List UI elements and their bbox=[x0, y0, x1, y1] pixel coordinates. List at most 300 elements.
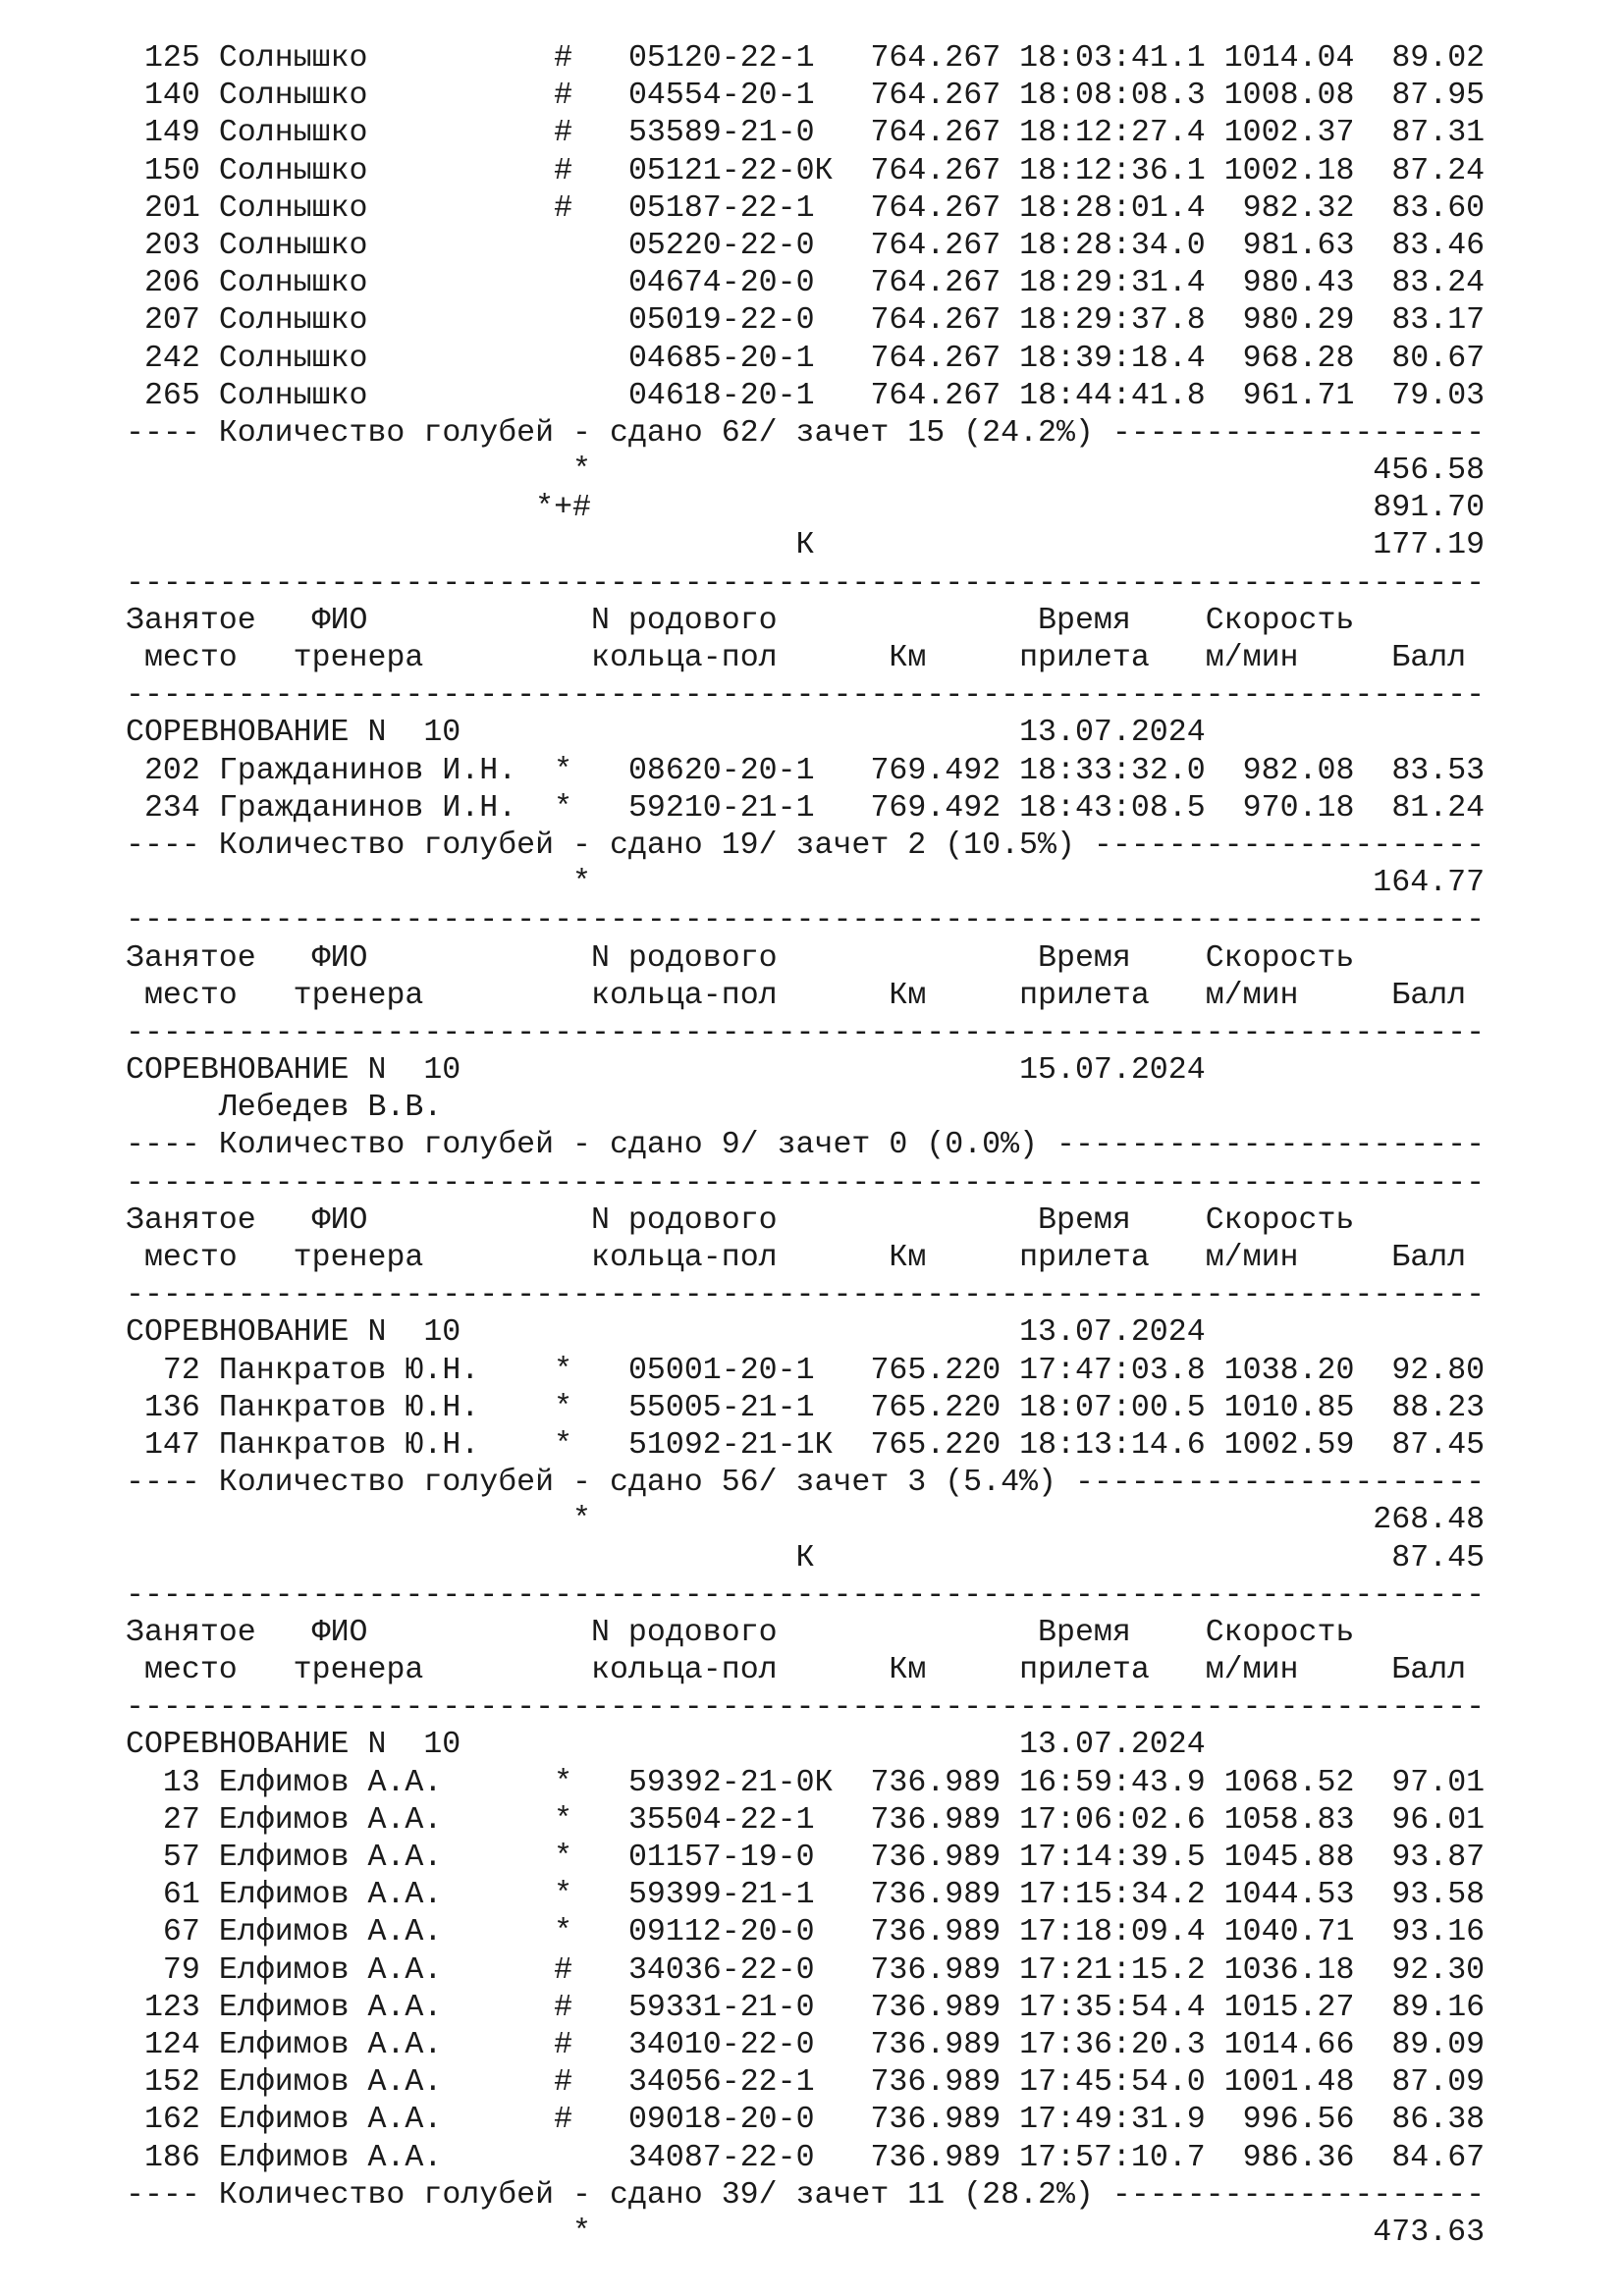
arrival-time: 17:15:34.2 bbox=[1019, 1878, 1206, 1913]
distance-km: 736.989 bbox=[870, 1765, 1001, 1800]
distance-km: 765.220 bbox=[870, 1353, 1001, 1388]
arrival-time: 18:12:27.4 bbox=[1019, 116, 1206, 151]
column-header-row-2 bbox=[126, 1240, 1559, 1277]
trainer-name: Солнышко bbox=[218, 303, 536, 339]
separator-line: ------------------------------------------------------------------------- bbox=[126, 565, 1486, 601]
ring-number: 01157-19-0 bbox=[627, 1841, 834, 1875]
speed: 1058.83 bbox=[1223, 1802, 1355, 1838]
header-km: Км bbox=[889, 1241, 927, 1275]
header-speed: Скорость bbox=[1205, 1202, 1355, 1238]
table-row bbox=[126, 40, 1559, 78]
score: 93.58 bbox=[1391, 1878, 1486, 1913]
header-ring: N родового bbox=[591, 940, 778, 976]
table-row bbox=[126, 78, 1559, 115]
speed: 970.18 bbox=[1223, 790, 1355, 826]
distance-km: 736.989 bbox=[870, 1952, 1001, 1988]
header-place: Занятое bbox=[126, 1202, 256, 1238]
speed: 961.71 bbox=[1223, 378, 1355, 413]
place: 186 bbox=[143, 2140, 200, 2175]
arrival-time: 18:29:37.8 bbox=[1019, 303, 1206, 339]
mark: * bbox=[554, 753, 573, 788]
table-row bbox=[126, 2064, 1559, 2102]
speed: 1014.04 bbox=[1223, 41, 1355, 76]
mark: # bbox=[554, 79, 573, 114]
score: 83.53 bbox=[1391, 753, 1486, 788]
header-place-2: место bbox=[143, 978, 238, 1013]
distance-km: 736.989 bbox=[870, 2065, 1001, 2101]
speed: 986.36 bbox=[1223, 2140, 1355, 2175]
table-row bbox=[126, 302, 1559, 340]
header-speed: Скорость bbox=[1205, 940, 1355, 976]
score: 87.45 bbox=[1391, 1427, 1486, 1463]
speed: 1036.18 bbox=[1223, 1952, 1355, 1988]
table-row bbox=[126, 1877, 1559, 1914]
distance-km: 736.989 bbox=[870, 1841, 1001, 1875]
header-name: ФИО bbox=[311, 1615, 368, 1650]
mark: * bbox=[554, 790, 573, 826]
place: 125 bbox=[143, 41, 200, 76]
summary-prefix: ---- bbox=[126, 415, 200, 451]
summary-dashes: --------------------- bbox=[1093, 828, 1486, 863]
trainer-name: Елфимов А.А. bbox=[218, 1915, 536, 1950]
place: 206 bbox=[143, 266, 200, 301]
separator-line: ------------------------------------------------------------------------- bbox=[126, 903, 1486, 938]
place: 150 bbox=[143, 153, 200, 188]
summary-dashes: -------------------- bbox=[1111, 415, 1486, 451]
distance-km: 736.989 bbox=[870, 1878, 1001, 1913]
arrival-time: 17:36:20.3 bbox=[1019, 2027, 1206, 2062]
place: 152 bbox=[143, 2065, 200, 2101]
summary-text: Количество голубей - сдано 19/ зачет 2 (10.5%) bbox=[199, 828, 1094, 863]
trainer-name: Солнышко bbox=[218, 79, 536, 114]
trainer-name: Солнышко bbox=[218, 228, 536, 263]
ring-number: 35504-22-1 bbox=[627, 1802, 834, 1838]
trainer-name: Елфимов А.А. bbox=[218, 2140, 536, 2175]
ring-number: 55005-21-1 bbox=[627, 1390, 834, 1425]
trainer-name: Солнышко bbox=[218, 116, 536, 151]
summary-text: Количество голубей - сдано 62/ зачет 15 (24.2%) bbox=[199, 415, 1112, 451]
total-row bbox=[126, 453, 1559, 490]
place: 72 bbox=[143, 1353, 200, 1388]
speed: 1015.27 bbox=[1223, 1990, 1355, 2025]
separator-line: ------------------------------------------------------------------------- bbox=[126, 1690, 1486, 1726]
speed: 1001.48 bbox=[1223, 2065, 1355, 2101]
arrival-time: 18:13:14.6 bbox=[1019, 1427, 1206, 1463]
header-speed: Скорость bbox=[1205, 603, 1355, 638]
trainer-name: Елфимов А.А. bbox=[218, 2103, 536, 2138]
total-row bbox=[126, 1502, 1559, 1539]
ring-number: 51092-21-1К bbox=[627, 1427, 834, 1463]
place: 201 bbox=[143, 190, 200, 226]
place: 149 bbox=[143, 116, 200, 151]
arrival-time: 18:39:18.4 bbox=[1019, 341, 1206, 376]
group-summary bbox=[126, 2177, 1559, 2215]
ring-number: 05121-22-0К bbox=[627, 153, 834, 188]
mark: # bbox=[554, 2027, 573, 2062]
total-row bbox=[126, 2215, 1559, 2252]
table-row bbox=[126, 2102, 1559, 2139]
competition-row bbox=[126, 1727, 1559, 1764]
speed: 1014.66 bbox=[1223, 2027, 1355, 2062]
mark: * bbox=[554, 1765, 573, 1800]
place: 207 bbox=[143, 303, 200, 339]
header-name-2: тренера bbox=[293, 641, 424, 675]
header-ring: N родового bbox=[591, 1615, 778, 1650]
header-time: Время bbox=[1038, 940, 1131, 976]
speed: 1002.59 bbox=[1223, 1427, 1355, 1463]
distance-km: 765.220 bbox=[870, 1427, 1001, 1463]
arrival-time: 17:21:15.2 bbox=[1019, 1952, 1206, 1988]
header-ring-2: кольца-пол bbox=[591, 978, 778, 1013]
header-time: Время bbox=[1038, 1615, 1131, 1650]
trainer-name: Солнышко bbox=[218, 153, 536, 188]
arrival-time: 18:28:01.4 bbox=[1019, 190, 1206, 226]
header-score: Балл bbox=[1391, 641, 1467, 675]
score: 89.16 bbox=[1391, 1990, 1486, 2025]
ring-number: 05019-22-0 bbox=[627, 303, 834, 339]
summary-dashes: ----------------------- bbox=[1056, 1128, 1486, 1163]
trainer-name: Панкратов Ю.Н. bbox=[218, 1390, 536, 1425]
score: 87.09 bbox=[1391, 2065, 1486, 2101]
arrival-time: 18:43:08.5 bbox=[1019, 790, 1206, 826]
place: 147 bbox=[143, 1427, 200, 1463]
column-header-row-1 bbox=[126, 1202, 1559, 1240]
score: 81.24 bbox=[1391, 790, 1486, 826]
place: 202 bbox=[143, 753, 200, 788]
total-value: 891.70 bbox=[1373, 491, 1486, 526]
header-time-2: прилета bbox=[1019, 641, 1150, 675]
owner-row bbox=[126, 1090, 1559, 1127]
group-summary bbox=[126, 1465, 1559, 1502]
score: 83.24 bbox=[1391, 266, 1486, 301]
arrival-time: 18:28:34.0 bbox=[1019, 228, 1206, 263]
mark: # bbox=[554, 190, 573, 226]
total-label: * bbox=[572, 1503, 591, 1538]
table-row bbox=[126, 228, 1559, 265]
header-speed-2: м/мин bbox=[1205, 1653, 1299, 1688]
arrival-time: 18:07:00.5 bbox=[1019, 1390, 1206, 1425]
distance-km: 769.492 bbox=[870, 753, 1001, 788]
header-km: Км bbox=[889, 1653, 927, 1688]
column-header-row-2 bbox=[126, 978, 1559, 1015]
competition-date: 13.07.2024 bbox=[1019, 1315, 1206, 1351]
speed: 996.56 bbox=[1223, 2103, 1355, 2138]
trainer-name: Гражданинов И.Н. bbox=[218, 753, 536, 788]
table-row bbox=[126, 1840, 1559, 1877]
table-row bbox=[126, 115, 1559, 152]
score: 83.46 bbox=[1391, 228, 1486, 263]
table-row bbox=[126, 2027, 1559, 2064]
summary-text: Количество голубей - сдано 9/ зачет 0 (0.0%) bbox=[199, 1128, 1056, 1163]
summary-prefix: ---- bbox=[126, 1466, 200, 1501]
speed: 982.32 bbox=[1223, 190, 1355, 226]
place: 79 bbox=[143, 1952, 200, 1988]
distance-km: 764.267 bbox=[870, 116, 1001, 151]
place: 265 bbox=[143, 378, 200, 413]
mark: # bbox=[554, 2103, 573, 2138]
column-header-row-2 bbox=[126, 1652, 1559, 1689]
separator-line: ------------------------------------------------------------------------- bbox=[126, 678, 1486, 714]
mark: # bbox=[554, 1990, 573, 2025]
mark bbox=[554, 229, 572, 263]
header-time-2: прилета bbox=[1019, 1241, 1150, 1275]
competition-row bbox=[126, 1052, 1559, 1090]
competition-title: СОРЕВНОВАНИЕ N 10 bbox=[126, 1315, 461, 1351]
mark: # bbox=[554, 116, 573, 151]
score: 89.09 bbox=[1391, 2027, 1486, 2062]
header-place-2: место bbox=[143, 1241, 238, 1275]
mark: * bbox=[554, 1802, 573, 1838]
place: 234 bbox=[143, 790, 200, 826]
score: 87.24 bbox=[1391, 153, 1486, 188]
group-summary bbox=[126, 828, 1559, 865]
total-row bbox=[126, 490, 1559, 527]
arrival-time: 17:14:39.5 bbox=[1019, 1841, 1206, 1875]
summary-dashes: ---------------------- bbox=[1074, 1466, 1486, 1501]
score: 86.38 bbox=[1391, 2103, 1486, 2138]
mark bbox=[554, 303, 572, 338]
table-row bbox=[126, 1390, 1559, 1427]
summary-dashes: -------------------- bbox=[1111, 2177, 1486, 2213]
speed: 1045.88 bbox=[1223, 1841, 1355, 1875]
trainer-name: Солнышко bbox=[218, 341, 536, 376]
competition-row bbox=[126, 715, 1559, 752]
total-label: К bbox=[795, 1540, 815, 1575]
header-time: Время bbox=[1038, 1202, 1131, 1238]
speed: 1002.18 bbox=[1223, 153, 1355, 188]
table-row bbox=[126, 2140, 1559, 2177]
column-header-row-1 bbox=[126, 940, 1559, 978]
table-row bbox=[126, 190, 1559, 228]
distance-km: 764.267 bbox=[870, 266, 1001, 301]
header-name: ФИО bbox=[311, 940, 368, 976]
header-name: ФИО bbox=[311, 603, 368, 638]
distance-km: 764.267 bbox=[870, 228, 1001, 263]
mark: # bbox=[554, 153, 573, 188]
mark: * bbox=[554, 1353, 573, 1388]
total-value: 177.19 bbox=[1373, 528, 1486, 563]
summary-prefix: ---- bbox=[126, 1128, 200, 1163]
trainer-name: Солнышко bbox=[218, 190, 536, 226]
header-score: Балл bbox=[1391, 1653, 1467, 1688]
arrival-time: 16:59:43.9 bbox=[1019, 1765, 1206, 1800]
distance-km: 764.267 bbox=[870, 190, 1001, 226]
mark: # bbox=[554, 41, 573, 76]
arrival-time: 18:12:36.1 bbox=[1019, 153, 1206, 188]
header-speed-2: м/мин bbox=[1205, 641, 1299, 675]
ring-number: 05187-22-1 bbox=[627, 190, 834, 226]
ring-number: 04674-20-0 bbox=[627, 266, 834, 301]
table-row bbox=[126, 341, 1559, 378]
header-time: Время bbox=[1038, 603, 1131, 638]
header-speed: Скорость bbox=[1205, 1615, 1355, 1650]
score: 84.67 bbox=[1391, 2140, 1486, 2175]
header-ring-2: кольца-пол bbox=[591, 1653, 778, 1688]
place: 67 bbox=[143, 1915, 200, 1950]
score: 92.80 bbox=[1391, 1353, 1486, 1388]
arrival-time: 17:47:03.8 bbox=[1019, 1353, 1206, 1388]
total-row bbox=[126, 865, 1559, 902]
table-row bbox=[126, 753, 1559, 790]
competition-date: 15.07.2024 bbox=[1019, 1053, 1206, 1089]
distance-km: 764.267 bbox=[870, 378, 1001, 413]
trainer-name: Панкратов Ю.Н. bbox=[218, 1427, 536, 1463]
total-row bbox=[126, 527, 1559, 564]
owner-name: Лебедев В.В. bbox=[218, 1091, 443, 1126]
arrival-time: 17:45:54.0 bbox=[1019, 2065, 1206, 2101]
competition-row bbox=[126, 1314, 1559, 1352]
place: 136 bbox=[143, 1390, 200, 1425]
trainer-name: Елфимов А.А. bbox=[218, 2027, 536, 2062]
ring-number: 59399-21-1 bbox=[627, 1878, 834, 1913]
place: 203 bbox=[143, 228, 200, 263]
distance-km: 736.989 bbox=[870, 1915, 1001, 1950]
total-label: * bbox=[572, 866, 591, 901]
table-row bbox=[126, 1802, 1559, 1840]
mark: * bbox=[554, 1390, 573, 1425]
trainer-name: Панкратов Ю.Н. bbox=[218, 1353, 536, 1388]
group-summary bbox=[126, 1127, 1559, 1164]
score: 83.17 bbox=[1391, 303, 1486, 339]
separator-line: ------------------------------------------------------------------------- bbox=[126, 1577, 1486, 1613]
arrival-time: 17:35:54.4 bbox=[1019, 1990, 1206, 2025]
distance-km: 736.989 bbox=[870, 2027, 1001, 2062]
ring-number: 04685-20-1 bbox=[627, 341, 834, 376]
ring-number: 04554-20-1 bbox=[627, 79, 834, 114]
place: 123 bbox=[143, 1990, 200, 2025]
distance-km: 736.989 bbox=[870, 2103, 1001, 2138]
distance-km: 765.220 bbox=[870, 1390, 1001, 1425]
table-row bbox=[126, 1353, 1559, 1390]
speed: 1002.37 bbox=[1223, 116, 1355, 151]
ring-number: 05220-22-0 bbox=[627, 228, 834, 263]
mark bbox=[554, 2141, 572, 2175]
competition-title: СОРЕВНОВАНИЕ N 10 bbox=[126, 716, 461, 751]
trainer-name: Елфимов А.А. bbox=[218, 1841, 536, 1875]
score: 87.95 bbox=[1391, 79, 1486, 114]
distance-km: 764.267 bbox=[870, 79, 1001, 114]
trainer-name: Елфимов А.А. bbox=[218, 1802, 536, 1838]
arrival-time: 17:49:31.9 bbox=[1019, 2103, 1206, 2138]
table-row bbox=[126, 1427, 1559, 1465]
mark: * bbox=[554, 1841, 573, 1875]
competition-date: 13.07.2024 bbox=[1019, 716, 1206, 751]
trainer-name: Елфимов А.А. bbox=[218, 1990, 536, 2025]
header-place: Занятое bbox=[126, 1615, 256, 1650]
speed: 1068.52 bbox=[1223, 1765, 1355, 1800]
speed: 968.28 bbox=[1223, 341, 1355, 376]
table-row bbox=[126, 265, 1559, 302]
arrival-time: 18:29:31.4 bbox=[1019, 266, 1206, 301]
speed: 1008.08 bbox=[1223, 79, 1355, 114]
mark: * bbox=[554, 1878, 573, 1913]
header-score: Балл bbox=[1391, 1241, 1467, 1275]
distance-km: 736.989 bbox=[870, 2140, 1001, 2175]
mark bbox=[554, 342, 572, 376]
speed: 980.29 bbox=[1223, 303, 1355, 339]
header-speed-2: м/мин bbox=[1205, 978, 1299, 1013]
mark bbox=[554, 266, 572, 300]
total-value: 87.45 bbox=[1391, 1540, 1486, 1575]
header-km: Км bbox=[889, 641, 927, 675]
distance-km: 736.989 bbox=[870, 1990, 1001, 2025]
ring-number: 34010-22-0 bbox=[627, 2027, 834, 2062]
trainer-name: Солнышко bbox=[218, 378, 536, 413]
ring-number: 09112-20-0 bbox=[627, 1915, 834, 1950]
distance-km: 764.267 bbox=[870, 341, 1001, 376]
speed: 1040.71 bbox=[1223, 1915, 1355, 1950]
trainer-name: Елфимов А.А. bbox=[218, 1878, 536, 1913]
separator-line: ------------------------------------------------------------------------- bbox=[126, 1278, 1486, 1313]
ring-number: 34036-22-0 bbox=[627, 1952, 834, 1988]
arrival-time: 18:33:32.0 bbox=[1019, 753, 1206, 788]
place: 13 bbox=[143, 1765, 200, 1800]
place: 124 bbox=[143, 2027, 200, 2062]
header-name-2: тренера bbox=[293, 1241, 424, 1275]
header-ring-2: кольца-пол bbox=[591, 641, 778, 675]
header-time-2: прилета bbox=[1019, 1653, 1150, 1688]
table-row bbox=[126, 1914, 1559, 1951]
header-name-2: тренера bbox=[293, 978, 424, 1013]
header-place-2: место bbox=[143, 1653, 238, 1688]
mark: * bbox=[554, 1427, 573, 1463]
score: 80.67 bbox=[1391, 341, 1486, 376]
separator-line: ------------------------------------------------------------------------- bbox=[126, 1015, 1486, 1050]
trainer-name: Елфимов А.А. bbox=[218, 1952, 536, 1988]
ring-number: 59331-21-0 bbox=[627, 1990, 834, 2025]
place: 162 bbox=[143, 2103, 200, 2138]
arrival-time: 18:44:41.8 bbox=[1019, 378, 1206, 413]
header-place-2: место bbox=[143, 641, 238, 675]
ring-number: 04618-20-1 bbox=[627, 378, 834, 413]
summary-prefix: ---- bbox=[126, 2177, 200, 2213]
place: 27 bbox=[143, 1802, 200, 1838]
header-place: Занятое bbox=[126, 940, 256, 976]
place: 57 bbox=[143, 1841, 200, 1875]
total-row bbox=[126, 1540, 1559, 1577]
competition-date: 13.07.2024 bbox=[1019, 1728, 1206, 1763]
place: 61 bbox=[143, 1878, 200, 1913]
trainer-name: Гражданинов И.Н. bbox=[218, 790, 536, 826]
arrival-time: 17:06:02.6 bbox=[1019, 1802, 1206, 1838]
total-label: * bbox=[572, 454, 591, 489]
header-speed-2: м/мин bbox=[1205, 1241, 1299, 1275]
summary-text: Количество голубей - сдано 56/ зачет 3 (5.4%) bbox=[199, 1466, 1075, 1501]
score: 79.03 bbox=[1391, 378, 1486, 413]
speed: 981.63 bbox=[1223, 228, 1355, 263]
score: 88.23 bbox=[1391, 1390, 1486, 1425]
arrival-time: 18:08:08.3 bbox=[1019, 79, 1206, 114]
ring-number: 05120-22-1 bbox=[627, 41, 834, 76]
distance-km: 769.492 bbox=[870, 790, 1001, 826]
trainer-name: Солнышко bbox=[218, 41, 536, 76]
table-row bbox=[126, 1765, 1559, 1802]
distance-km: 736.989 bbox=[870, 1802, 1001, 1838]
score: 93.16 bbox=[1391, 1915, 1486, 1950]
speed: 1010.85 bbox=[1223, 1390, 1355, 1425]
arrival-time: 17:57:10.7 bbox=[1019, 2140, 1206, 2175]
arrival-time: 17:18:09.4 bbox=[1019, 1915, 1206, 1950]
group-summary bbox=[126, 415, 1559, 453]
place: 140 bbox=[143, 79, 200, 114]
table-row bbox=[126, 790, 1559, 828]
score: 87.31 bbox=[1391, 116, 1486, 151]
ring-number: 59210-21-1 bbox=[627, 790, 834, 826]
separator-line: ------------------------------------------------------------------------- bbox=[126, 1165, 1486, 1201]
summary-prefix: ---- bbox=[126, 828, 200, 863]
table-row bbox=[126, 1952, 1559, 1990]
mark: # bbox=[554, 2065, 573, 2101]
